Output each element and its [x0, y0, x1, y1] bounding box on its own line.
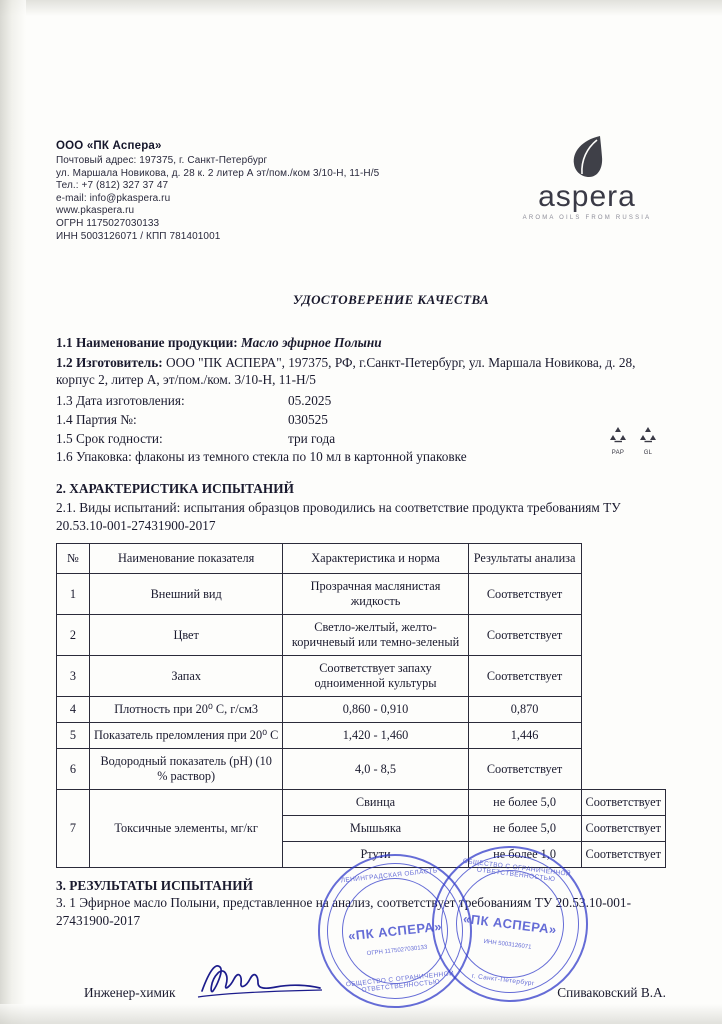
table-row [57, 749, 666, 790]
header-indicator: Наименование показателя [89, 544, 282, 574]
specification-table [56, 543, 666, 868]
table-row-group [57, 790, 666, 816]
packaging-value: флаконы из темного стекла по 10 мл в картонной упаковке [135, 448, 467, 464]
table-row [57, 697, 666, 723]
stamp1-core-text: «ПК АСПЕРА» [347, 918, 443, 944]
signature-role: Инженер-химик [84, 985, 176, 1000]
table-row [57, 656, 666, 697]
stamp2-core-text: «ПК АСПЕРА» [462, 910, 558, 938]
row7-sub3-name: Ртути [283, 842, 468, 868]
section2-heading: 2. ХАРАКТЕРИСТИКА ИСПЫТАНИЙ [56, 481, 294, 496]
scan-edge-top [0, 0, 722, 16]
row2-norm: Светло-желтый, желто-коричневый или темно-зеленый [283, 615, 468, 656]
address-line-1: Почтовый адрес: 197375, г. Санкт-Петербург [56, 155, 268, 166]
stamp1-top-text: ЛЕНИНГРАДСКАЯ ОБЛАСТЬ [340, 867, 438, 885]
row7-sub2-name: Мышьяка [283, 816, 468, 842]
company-logo [512, 134, 662, 221]
table-header-row [57, 544, 666, 574]
table-row [57, 723, 666, 749]
table-row [57, 574, 666, 615]
row5-number: 5 [57, 723, 90, 749]
page-title: УДОСТОВЕРЕНИЕ КАЧЕСТВА [292, 292, 490, 307]
row5-norm: 1,420 - 1,460 [283, 723, 468, 749]
product-line [56, 334, 666, 352]
packaging-label: 1.6 Упаковка: [56, 448, 132, 464]
recycle-label-gl: GL [643, 450, 653, 456]
recycle-marks [608, 426, 658, 456]
batch-value: 030525 [288, 411, 328, 427]
logo-wordmark: aspera [538, 180, 636, 213]
row2-number: 2 [57, 615, 90, 656]
recycle-mark-gl [638, 426, 658, 456]
row6-number: 6 [57, 749, 90, 790]
row4-norm: 0,860 - 0,910 [283, 697, 468, 723]
row3-result: Соответствует [468, 656, 581, 697]
shelf-life-label: 1.5 Срок годности: [56, 430, 163, 446]
recycle-icon [638, 426, 658, 444]
row7-sub3-result: Соответствует [581, 842, 665, 868]
row3-norm: Соответствует запаху одноименной культуры [283, 656, 468, 697]
row6-indicator: Водородный показатель (рН) (10 % раствор) [89, 749, 282, 790]
row7-number: 7 [57, 790, 90, 868]
shelf-life-value: три года [288, 430, 336, 446]
row4-result: 0,870 [468, 697, 581, 723]
header-norm: Характеристика и норма [283, 544, 468, 574]
scan-edge-left [0, 0, 26, 1024]
stamp2-bottom-text: г. Санкт-Петербург [471, 972, 535, 988]
table-row [57, 615, 666, 656]
company-name: ООО «ПК Аспера» [56, 140, 162, 152]
row1-norm: Прозрачная маслянистая жидкость [283, 574, 468, 615]
packaging-row [56, 448, 666, 466]
product-label: 1.1 Наименование продукции: [56, 335, 238, 350]
row6-norm: 4,0 - 8,5 [283, 749, 468, 790]
recycle-icon [608, 426, 628, 444]
row2-indicator: Цвет [89, 615, 282, 656]
logo-tagline: AROMA OILS FROM RUSSIA [522, 215, 652, 221]
website-line: www.pkaspera.ru [56, 205, 135, 217]
row7-sub2-norm: не более 5,0 [468, 816, 581, 842]
header-result: Результаты анализа [468, 544, 581, 574]
product-value: Масло эфирное Полыни [241, 335, 382, 350]
manufacture-date-row [56, 391, 666, 410]
manufacturer-line [56, 354, 666, 389]
handwritten-signature [196, 957, 326, 1003]
section3-text: 3. 1 Эфирное масло Полыни, представленное на анализ, соответствует требованиям ТУ 20.53.10-001-27431900-2017 [56, 895, 631, 928]
manufacture-date-label: 1.3 Дата изготовления: [56, 392, 185, 408]
header-number: № [57, 544, 90, 574]
section2-subtext: 2.1. Виды испытаний: испытания образцов проводились на соответствие продукта требованиям ТУ 20.53.10-001-27431900-2017 [56, 500, 621, 533]
phone-line: Тел.: +7 (812) 327 37 47 [56, 180, 169, 192]
row1-result: Соответствует [468, 574, 581, 615]
row5-indicator: Показатель преломления при 20⁰ С [89, 723, 282, 749]
row7-sub1-result: Соответствует [581, 790, 665, 816]
stamp2-mid-text: ИНН 5003126071 [483, 938, 532, 951]
row7-sub2-result: Соответствует [581, 816, 665, 842]
recycle-label-pap: PAP [611, 450, 625, 456]
row1-indicator: Внешний вид [89, 574, 282, 615]
row7-sub3-norm: не более 1,0 [468, 842, 581, 868]
manufacture-date-value: 05.2025 [288, 392, 332, 408]
row7-sub1-norm: не более 5,0 [468, 790, 581, 816]
shelf-life-row [56, 429, 666, 448]
row3-number: 3 [57, 656, 90, 697]
row7-sub1-name: Свинца [283, 790, 468, 816]
row3-indicator: Запах [89, 656, 282, 697]
row7-group-label: Токсичные элементы, мг/кг [89, 790, 282, 868]
row2-result: Соответствует [468, 615, 581, 656]
stamp2-top-text: ОБЩЕСТВО С ОГРАНИЧЕННОЙ ОТВЕТСТВЕННОСТЬЮ [462, 857, 572, 884]
row4-number: 4 [57, 697, 90, 723]
batch-label: 1.4 Партия №: [56, 411, 137, 427]
stamp1-mid-text: ОГРН 1175027030133 [366, 944, 428, 958]
stamp1-bottom-text: ОБЩЕСТВО С ОГРАНИЧЕННОЙ ОТВЕТСТВЕННОСТЬЮ [345, 970, 455, 994]
manufacturer-value: ООО "ПК АСПЕРА", 197375, РФ, г.Санкт-Петербург, ул. Маршала Новикова, д. 28, корпус 2, литер А, эт/пом./ком. 3/10-Н, 11-Н/5 [56, 354, 636, 387]
leaf-icon [570, 134, 604, 180]
row1-number: 1 [57, 574, 90, 615]
email-line: e-mail: info@pkaspera.ru [56, 192, 171, 204]
signature-name: Спиваковский В.А. [557, 985, 666, 1000]
recycle-mark-pap [608, 426, 628, 456]
row6-result: Соответствует [468, 749, 581, 790]
section3-heading: 3. РЕЗУЛЬТАТЫ ИСПЫТАНИЙ [56, 878, 253, 893]
address-line-2: ул. Маршала Новикова, д. 28 к. 2 литер А эт/пом./ком 3/10-Н, 11-Н/5 [56, 167, 380, 179]
batch-row [56, 410, 666, 429]
manufacturer-label: 1.2 Изготовитель: [56, 354, 163, 370]
document-header [56, 140, 666, 250]
inn-kpp-line: ИНН 5003126071 / КПП 781401001 [56, 230, 221, 242]
row4-indicator: Плотность при 20⁰ С, г/см3 [89, 697, 282, 723]
ogrn-line: ОГРН 1175027030133 [56, 217, 160, 229]
row5-result: 1,446 [468, 723, 581, 749]
